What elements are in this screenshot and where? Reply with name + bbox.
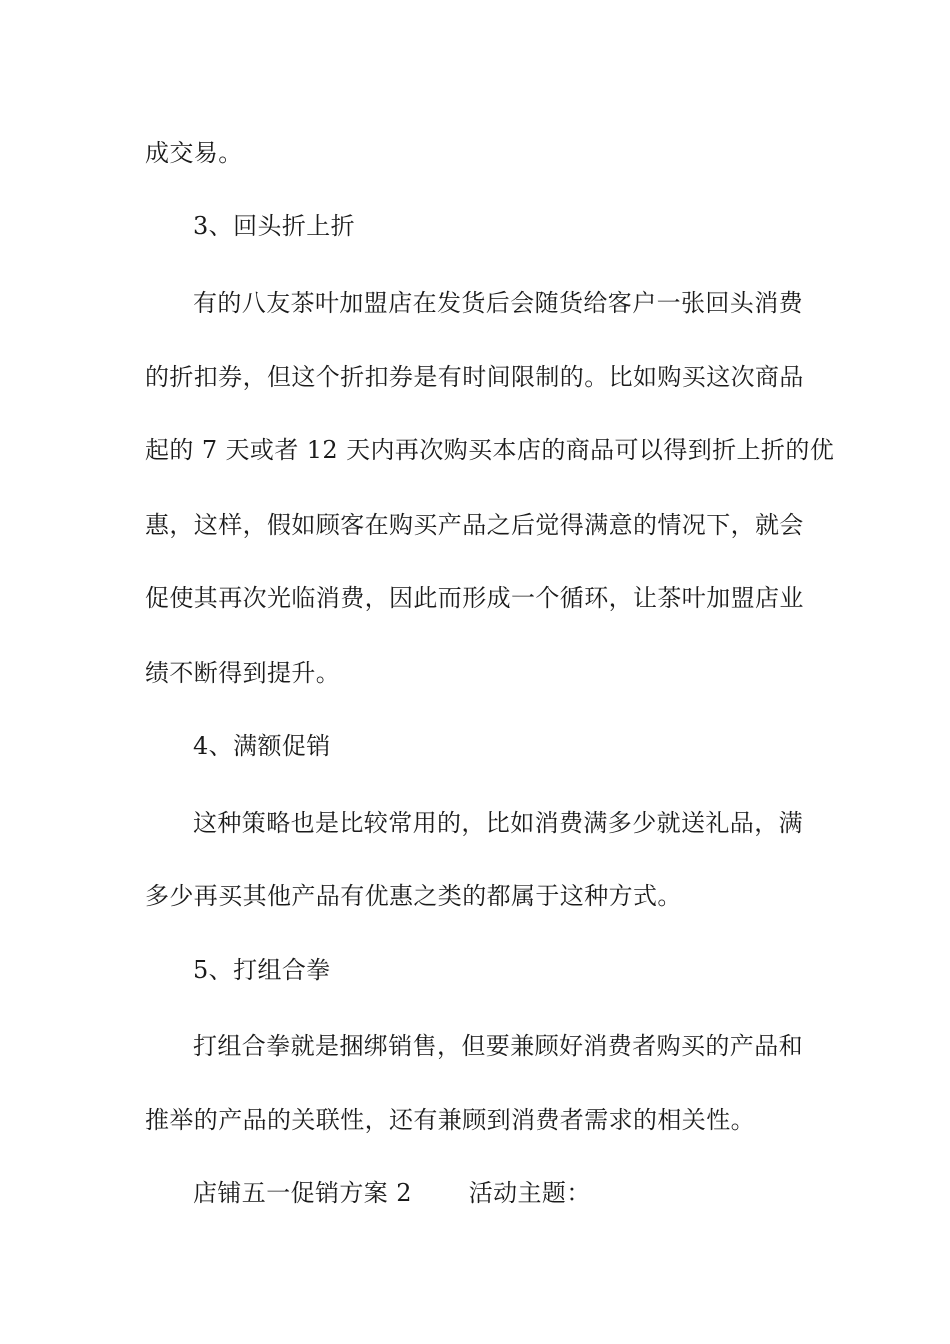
paragraph-line: 的折扣券，但这个折扣券是有时间限制的。比如购买这次商品 (145, 363, 804, 391)
paragraph-line: 这种策略也是比较常用的，比如消费满多少就送礼品，满 (193, 809, 803, 837)
paragraph-continuation: 成交易。 (145, 139, 243, 167)
paragraph-line: 起的 7 天或者 12 天内再次购买本店的商品可以得到折上折的优 (145, 436, 835, 464)
paragraph-line: 绩不断得到提升。 (145, 659, 341, 687)
paragraph-line: 有的八友茶叶加盟店在发货后会随货给客户一张回头消费 (193, 289, 803, 317)
paragraph-line: 打组合拳就是捆绑销售，但要兼顾好消费者购买的产品和 (193, 1032, 803, 1060)
paragraph-line: 推举的产品的关联性，还有兼顾到消费者需求的相关性。 (145, 1106, 755, 1134)
paragraph-line: 促使其再次光临消费，因此而形成一个循环，让茶叶加盟店业 (145, 584, 804, 612)
section-heading-3: 3、回头折上折 (193, 212, 356, 240)
paragraph-line: 惠，这样，假如顾客在购买产品之后觉得满意的情况下，就会 (145, 511, 804, 539)
section-heading-4: 4、满额促销 (193, 732, 331, 760)
paragraph-line: 多少再买其他产品有优惠之类的都属于这种方式。 (145, 882, 682, 910)
document-title-line: 店铺五一促销方案 2 活动主题： (193, 1179, 591, 1207)
section-heading-5: 5、打组合拳 (193, 956, 331, 984)
